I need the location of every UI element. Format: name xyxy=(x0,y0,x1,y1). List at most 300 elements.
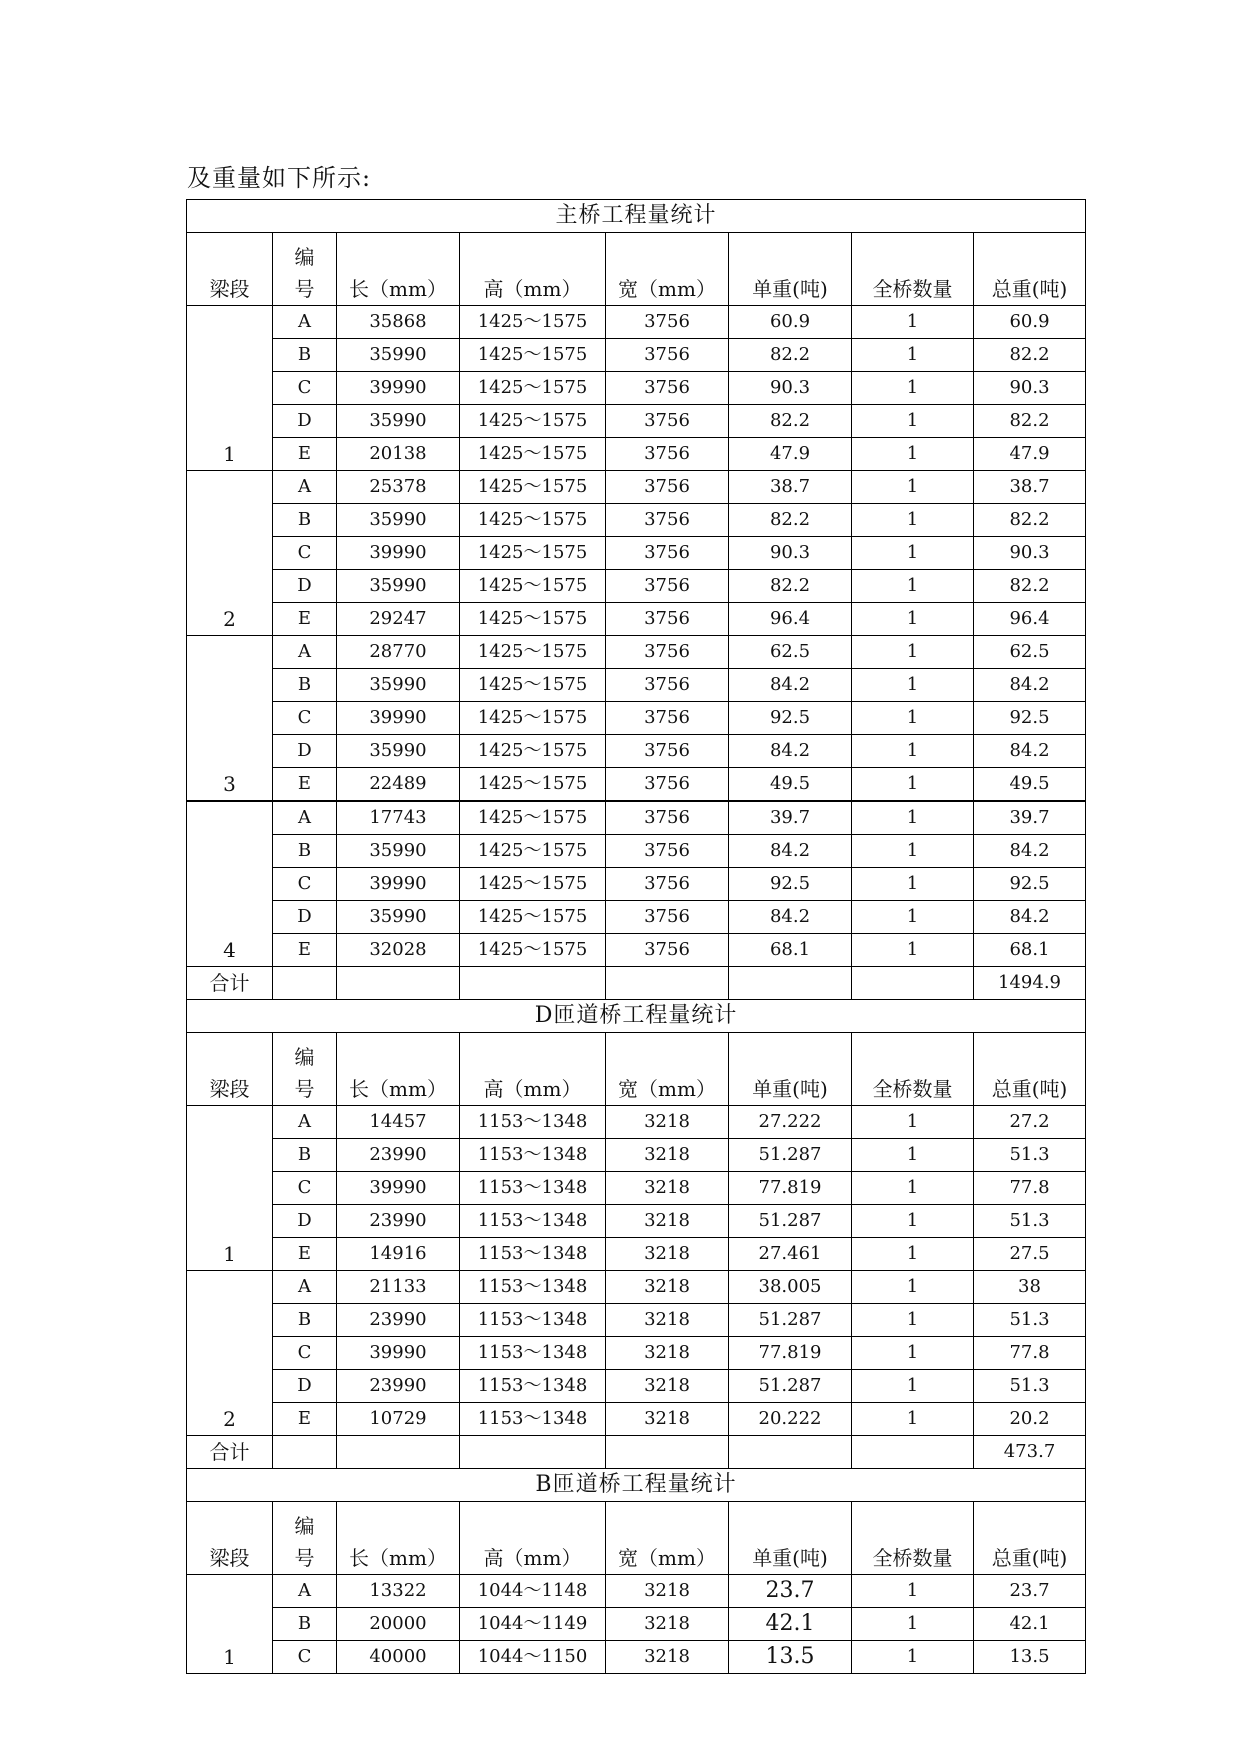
unit-weight-cell: 82.2 xyxy=(729,570,852,603)
segment-cell: 1 xyxy=(187,1575,273,1674)
table-header-row xyxy=(187,1502,1086,1575)
empty-cell xyxy=(460,967,606,1000)
length-cell: 22489 xyxy=(337,768,460,802)
width-cell: 3218 xyxy=(606,1403,729,1436)
header-height: 高（mm） xyxy=(460,233,606,306)
quantity-table-container xyxy=(186,199,1085,1674)
unit-weight-cell: 13.5 xyxy=(729,1641,852,1674)
code-cell: E xyxy=(273,1238,337,1271)
total-weight-cell: 60.9 xyxy=(974,306,1086,339)
width-cell: 3218 xyxy=(606,1238,729,1271)
header-segment: 梁段 xyxy=(187,1502,273,1575)
table-row xyxy=(187,1106,1086,1139)
sum-row xyxy=(187,967,1086,1000)
table-row xyxy=(187,471,1086,504)
unit-weight-cell: 38.7 xyxy=(729,471,852,504)
length-cell: 39990 xyxy=(337,537,460,570)
quantity-cell: 1 xyxy=(852,1139,974,1172)
height-cell: 1044～1149 xyxy=(460,1608,606,1641)
quantity-cell: 1 xyxy=(852,471,974,504)
table-row xyxy=(187,868,1086,901)
width-cell: 3218 xyxy=(606,1271,729,1304)
unit-weight-cell: 82.2 xyxy=(729,405,852,438)
unit-weight-cell: 51.287 xyxy=(729,1304,852,1337)
total-weight-cell: 27.5 xyxy=(974,1238,1086,1271)
segment-cell: 4 xyxy=(187,801,273,967)
table-row xyxy=(187,537,1086,570)
code-cell: B xyxy=(273,669,337,702)
width-cell: 3218 xyxy=(606,1205,729,1238)
segment-cell: 1 xyxy=(187,1106,273,1271)
width-cell: 3218 xyxy=(606,1641,729,1674)
height-cell: 1044～1148 xyxy=(460,1575,606,1608)
unit-weight-cell: 82.2 xyxy=(729,339,852,372)
height-cell: 1425～1575 xyxy=(460,801,606,835)
unit-weight-cell: 96.4 xyxy=(729,603,852,636)
code-cell: B xyxy=(273,339,337,372)
code-cell: C xyxy=(273,537,337,570)
width-cell: 3756 xyxy=(606,934,729,967)
table-row xyxy=(187,801,1086,835)
total-weight-cell: 27.2 xyxy=(974,1106,1086,1139)
segment-cell: 2 xyxy=(187,1271,273,1436)
height-cell: 1425～1575 xyxy=(460,636,606,669)
segment-cell: 1 xyxy=(187,306,273,471)
quantity-cell: 1 xyxy=(852,603,974,636)
quantity-table xyxy=(186,199,1086,1674)
unit-weight-cell: 84.2 xyxy=(729,901,852,934)
quantity-cell: 1 xyxy=(852,537,974,570)
header-code xyxy=(273,1502,337,1575)
total-weight-cell: 42.1 xyxy=(974,1608,1086,1641)
length-cell: 20138 xyxy=(337,438,460,471)
code-cell: B xyxy=(273,1608,337,1641)
header-unit-weight: 单重(吨) xyxy=(729,1033,852,1106)
quantity-cell: 1 xyxy=(852,570,974,603)
quantity-cell: 1 xyxy=(852,735,974,768)
quantity-cell: 1 xyxy=(852,438,974,471)
length-cell: 28770 xyxy=(337,636,460,669)
header-length: 长（mm） xyxy=(337,1033,460,1106)
total-weight-cell: 92.5 xyxy=(974,868,1086,901)
sum-value: 1494.9 xyxy=(974,967,1086,1000)
height-cell: 1044～1150 xyxy=(460,1641,606,1674)
height-cell: 1425～1575 xyxy=(460,570,606,603)
code-cell: A xyxy=(273,1271,337,1304)
header-length: 长（mm） xyxy=(337,1502,460,1575)
total-weight-cell: 23.7 xyxy=(974,1575,1086,1608)
total-weight-cell: 51.3 xyxy=(974,1139,1086,1172)
quantity-cell: 1 xyxy=(852,934,974,967)
code-cell: D xyxy=(273,735,337,768)
length-cell: 35868 xyxy=(337,306,460,339)
segment-cell: 3 xyxy=(187,636,273,802)
height-cell: 1425～1575 xyxy=(460,372,606,405)
height-cell: 1425～1575 xyxy=(460,537,606,570)
quantity-cell: 1 xyxy=(852,868,974,901)
code-cell: C xyxy=(273,372,337,405)
width-cell: 3756 xyxy=(606,636,729,669)
code-cell: D xyxy=(273,1370,337,1403)
header-unit-weight: 单重(吨) xyxy=(729,233,852,306)
total-weight-cell: 82.2 xyxy=(974,339,1086,372)
quantity-table-body xyxy=(187,200,1086,1674)
unit-weight-cell: 39.7 xyxy=(729,801,852,835)
total-weight-cell: 62.5 xyxy=(974,636,1086,669)
header-total-weight: 总重(吨) xyxy=(974,233,1086,306)
table-row xyxy=(187,1575,1086,1608)
header-segment: 梁段 xyxy=(187,233,273,306)
height-cell: 1425～1575 xyxy=(460,934,606,967)
header-code-top: 编 xyxy=(294,1045,315,1069)
height-cell: 1425～1575 xyxy=(460,603,606,636)
total-weight-cell: 20.2 xyxy=(974,1403,1086,1436)
table-row xyxy=(187,669,1086,702)
unit-weight-cell: 51.287 xyxy=(729,1205,852,1238)
unit-weight-cell: 20.222 xyxy=(729,1403,852,1436)
code-cell: C xyxy=(273,702,337,735)
height-cell: 1425～1575 xyxy=(460,901,606,934)
table-row xyxy=(187,901,1086,934)
code-cell: E xyxy=(273,1403,337,1436)
code-cell: E xyxy=(273,768,337,802)
unit-weight-cell: 38.005 xyxy=(729,1271,852,1304)
code-cell: A xyxy=(273,1575,337,1608)
code-cell: D xyxy=(273,570,337,603)
header-height: 高（mm） xyxy=(460,1033,606,1106)
header-code-top: 编 xyxy=(294,1514,315,1538)
length-cell: 21133 xyxy=(337,1271,460,1304)
length-cell: 29247 xyxy=(337,603,460,636)
total-weight-cell: 90.3 xyxy=(974,537,1086,570)
length-cell: 23990 xyxy=(337,1205,460,1238)
table-row xyxy=(187,438,1086,471)
unit-weight-cell: 77.819 xyxy=(729,1337,852,1370)
total-weight-cell: 38 xyxy=(974,1271,1086,1304)
table-row xyxy=(187,1205,1086,1238)
header-width: 宽（mm） xyxy=(606,1502,729,1575)
code-cell: E xyxy=(273,934,337,967)
quantity-cell: 1 xyxy=(852,768,974,802)
width-cell: 3756 xyxy=(606,603,729,636)
total-weight-cell: 96.4 xyxy=(974,603,1086,636)
header-total-weight: 总重(吨) xyxy=(974,1502,1086,1575)
length-cell: 10729 xyxy=(337,1403,460,1436)
table-row xyxy=(187,835,1086,868)
quantity-cell: 1 xyxy=(852,372,974,405)
quantity-cell: 1 xyxy=(852,1608,974,1641)
header-segment: 梁段 xyxy=(187,1033,273,1106)
empty-cell xyxy=(606,1436,729,1469)
height-cell: 1425～1575 xyxy=(460,868,606,901)
total-weight-cell: 82.2 xyxy=(974,570,1086,603)
height-cell: 1153～1348 xyxy=(460,1205,606,1238)
width-cell: 3756 xyxy=(606,504,729,537)
length-cell: 40000 xyxy=(337,1641,460,1674)
length-cell: 32028 xyxy=(337,934,460,967)
width-cell: 3756 xyxy=(606,405,729,438)
quantity-cell: 1 xyxy=(852,1271,974,1304)
empty-cell xyxy=(273,1436,337,1469)
quantity-cell: 1 xyxy=(852,1172,974,1205)
length-cell: 39990 xyxy=(337,868,460,901)
table-row xyxy=(187,1370,1086,1403)
header-unit-weight: 单重(吨) xyxy=(729,1502,852,1575)
unit-weight-cell: 84.2 xyxy=(729,735,852,768)
total-weight-cell: 49.5 xyxy=(974,768,1086,802)
length-cell: 35990 xyxy=(337,405,460,438)
code-cell: D xyxy=(273,405,337,438)
height-cell: 1425～1575 xyxy=(460,835,606,868)
unit-weight-cell: 27.222 xyxy=(729,1106,852,1139)
header-code-bottom: 号 xyxy=(294,1077,315,1101)
width-cell: 3218 xyxy=(606,1139,729,1172)
length-cell: 35990 xyxy=(337,901,460,934)
width-cell: 3756 xyxy=(606,669,729,702)
height-cell: 1425～1575 xyxy=(460,306,606,339)
width-cell: 3218 xyxy=(606,1106,729,1139)
total-weight-cell: 51.3 xyxy=(974,1205,1086,1238)
header-width: 宽（mm） xyxy=(606,1033,729,1106)
width-cell: 3756 xyxy=(606,868,729,901)
width-cell: 3218 xyxy=(606,1172,729,1205)
height-cell: 1425～1575 xyxy=(460,438,606,471)
quantity-cell: 1 xyxy=(852,306,974,339)
width-cell: 3756 xyxy=(606,835,729,868)
code-cell: A xyxy=(273,801,337,835)
height-cell: 1425～1575 xyxy=(460,669,606,702)
total-weight-cell: 82.2 xyxy=(974,405,1086,438)
unit-weight-cell: 51.287 xyxy=(729,1139,852,1172)
width-cell: 3756 xyxy=(606,372,729,405)
quantity-cell: 1 xyxy=(852,669,974,702)
width-cell: 3756 xyxy=(606,471,729,504)
empty-cell xyxy=(606,967,729,1000)
header-width: 宽（mm） xyxy=(606,233,729,306)
height-cell: 1425～1575 xyxy=(460,702,606,735)
table-row xyxy=(187,405,1086,438)
unit-weight-cell: 77.819 xyxy=(729,1172,852,1205)
code-cell: B xyxy=(273,504,337,537)
header-quantity: 全桥数量 xyxy=(852,1502,974,1575)
unit-weight-cell: 47.9 xyxy=(729,438,852,471)
quantity-cell: 1 xyxy=(852,835,974,868)
code-cell: B xyxy=(273,1304,337,1337)
header-length: 长（mm） xyxy=(337,233,460,306)
length-cell: 39990 xyxy=(337,702,460,735)
length-cell: 14916 xyxy=(337,1238,460,1271)
height-cell: 1153～1348 xyxy=(460,1139,606,1172)
table-header-row xyxy=(187,233,1086,306)
total-weight-cell: 84.2 xyxy=(974,901,1086,934)
height-cell: 1425～1575 xyxy=(460,735,606,768)
height-cell: 1153～1348 xyxy=(460,1304,606,1337)
height-cell: 1425～1575 xyxy=(460,405,606,438)
width-cell: 3756 xyxy=(606,901,729,934)
quantity-cell: 1 xyxy=(852,504,974,537)
width-cell: 3756 xyxy=(606,702,729,735)
section-title: 主桥工程量统计 xyxy=(187,200,1086,233)
height-cell: 1153～1348 xyxy=(460,1403,606,1436)
length-cell: 23990 xyxy=(337,1304,460,1337)
table-row xyxy=(187,636,1086,669)
table-row xyxy=(187,504,1086,537)
quantity-cell: 1 xyxy=(852,1238,974,1271)
table-row xyxy=(187,1139,1086,1172)
width-cell: 3756 xyxy=(606,306,729,339)
unit-weight-cell: 62.5 xyxy=(729,636,852,669)
section-title-row xyxy=(187,200,1086,233)
width-cell: 3756 xyxy=(606,735,729,768)
unit-weight-cell: 84.2 xyxy=(729,669,852,702)
length-cell: 39990 xyxy=(337,1172,460,1205)
table-row xyxy=(187,372,1086,405)
section-title-row xyxy=(187,1469,1086,1502)
table-row xyxy=(187,702,1086,735)
quantity-cell: 1 xyxy=(852,1106,974,1139)
width-cell: 3218 xyxy=(606,1370,729,1403)
header-code-top: 编 xyxy=(294,245,315,269)
header-code-bottom: 号 xyxy=(294,1546,315,1570)
empty-cell xyxy=(337,1436,460,1469)
code-cell: A xyxy=(273,1106,337,1139)
table-row xyxy=(187,768,1086,802)
quantity-cell: 1 xyxy=(852,901,974,934)
total-weight-cell: 90.3 xyxy=(974,372,1086,405)
height-cell: 1153～1348 xyxy=(460,1106,606,1139)
quantity-cell: 1 xyxy=(852,1304,974,1337)
table-row xyxy=(187,1271,1086,1304)
unit-weight-cell: 82.2 xyxy=(729,504,852,537)
height-cell: 1153～1348 xyxy=(460,1238,606,1271)
table-row xyxy=(187,1337,1086,1370)
total-weight-cell: 77.8 xyxy=(974,1172,1086,1205)
length-cell: 23990 xyxy=(337,1370,460,1403)
empty-cell xyxy=(729,967,852,1000)
header-total-weight: 总重(吨) xyxy=(974,1033,1086,1106)
length-cell: 35990 xyxy=(337,835,460,868)
width-cell: 3756 xyxy=(606,339,729,372)
length-cell: 35990 xyxy=(337,570,460,603)
table-row xyxy=(187,603,1086,636)
table-row xyxy=(187,306,1086,339)
unit-weight-cell: 90.3 xyxy=(729,537,852,570)
table-row xyxy=(187,1172,1086,1205)
unit-weight-cell: 27.461 xyxy=(729,1238,852,1271)
unit-weight-cell: 90.3 xyxy=(729,372,852,405)
quantity-cell: 1 xyxy=(852,1337,974,1370)
total-weight-cell: 84.2 xyxy=(974,669,1086,702)
header-code xyxy=(273,233,337,306)
length-cell: 14457 xyxy=(337,1106,460,1139)
length-cell: 20000 xyxy=(337,1608,460,1641)
empty-cell xyxy=(852,967,974,1000)
width-cell: 3218 xyxy=(606,1608,729,1641)
quantity-cell: 1 xyxy=(852,339,974,372)
length-cell: 23990 xyxy=(337,1139,460,1172)
quantity-cell: 1 xyxy=(852,1370,974,1403)
code-cell: C xyxy=(273,868,337,901)
unit-weight-cell: 23.7 xyxy=(729,1575,852,1608)
quantity-cell: 1 xyxy=(852,1403,974,1436)
unit-weight-cell: 68.1 xyxy=(729,934,852,967)
table-row xyxy=(187,570,1086,603)
height-cell: 1153～1348 xyxy=(460,1337,606,1370)
quantity-cell: 1 xyxy=(852,1205,974,1238)
sum-value: 473.7 xyxy=(974,1436,1086,1469)
quantity-cell: 1 xyxy=(852,405,974,438)
width-cell: 3756 xyxy=(606,537,729,570)
empty-cell xyxy=(337,967,460,1000)
quantity-cell: 1 xyxy=(852,702,974,735)
length-cell: 25378 xyxy=(337,471,460,504)
height-cell: 1425～1575 xyxy=(460,768,606,802)
header-code xyxy=(273,1033,337,1106)
code-cell: B xyxy=(273,1139,337,1172)
height-cell: 1425～1575 xyxy=(460,504,606,537)
table-row xyxy=(187,735,1086,768)
total-weight-cell: 92.5 xyxy=(974,702,1086,735)
total-weight-cell: 51.3 xyxy=(974,1304,1086,1337)
section-title: B匝道桥工程量统计 xyxy=(187,1469,1086,1502)
header-code-bottom: 号 xyxy=(294,277,315,301)
table-row xyxy=(187,1403,1086,1436)
code-cell: C xyxy=(273,1337,337,1370)
code-cell: A xyxy=(273,636,337,669)
width-cell: 3756 xyxy=(606,801,729,835)
total-weight-cell: 13.5 xyxy=(974,1641,1086,1674)
code-cell: D xyxy=(273,901,337,934)
header-quantity: 全桥数量 xyxy=(852,1033,974,1106)
table-row xyxy=(187,1238,1086,1271)
length-cell: 35990 xyxy=(337,735,460,768)
sum-row xyxy=(187,1436,1086,1469)
total-weight-cell: 68.1 xyxy=(974,934,1086,967)
code-cell: B xyxy=(273,835,337,868)
empty-cell xyxy=(460,1436,606,1469)
width-cell: 3218 xyxy=(606,1575,729,1608)
width-cell: 3756 xyxy=(606,768,729,802)
total-weight-cell: 47.9 xyxy=(974,438,1086,471)
height-cell: 1153～1348 xyxy=(460,1370,606,1403)
width-cell: 3756 xyxy=(606,570,729,603)
total-weight-cell: 84.2 xyxy=(974,835,1086,868)
header-quantity: 全桥数量 xyxy=(852,233,974,306)
quantity-cell: 1 xyxy=(852,1641,974,1674)
width-cell: 3218 xyxy=(606,1337,729,1370)
total-weight-cell: 84.2 xyxy=(974,735,1086,768)
intro-text: 及重量如下所示: xyxy=(187,164,372,192)
unit-weight-cell: 92.5 xyxy=(729,702,852,735)
code-cell: D xyxy=(273,1205,337,1238)
length-cell: 35990 xyxy=(337,339,460,372)
quantity-cell: 1 xyxy=(852,1575,974,1608)
segment-cell: 2 xyxy=(187,471,273,636)
empty-cell xyxy=(852,1436,974,1469)
height-cell: 1153～1348 xyxy=(460,1271,606,1304)
table-row xyxy=(187,1304,1086,1337)
table-row xyxy=(187,1641,1086,1674)
code-cell: E xyxy=(273,438,337,471)
quantity-cell: 1 xyxy=(852,636,974,669)
length-cell: 39990 xyxy=(337,1337,460,1370)
width-cell: 3218 xyxy=(606,1304,729,1337)
code-cell: E xyxy=(273,603,337,636)
code-cell: A xyxy=(273,471,337,504)
length-cell: 17743 xyxy=(337,801,460,835)
unit-weight-cell: 49.5 xyxy=(729,768,852,802)
table-row xyxy=(187,339,1086,372)
